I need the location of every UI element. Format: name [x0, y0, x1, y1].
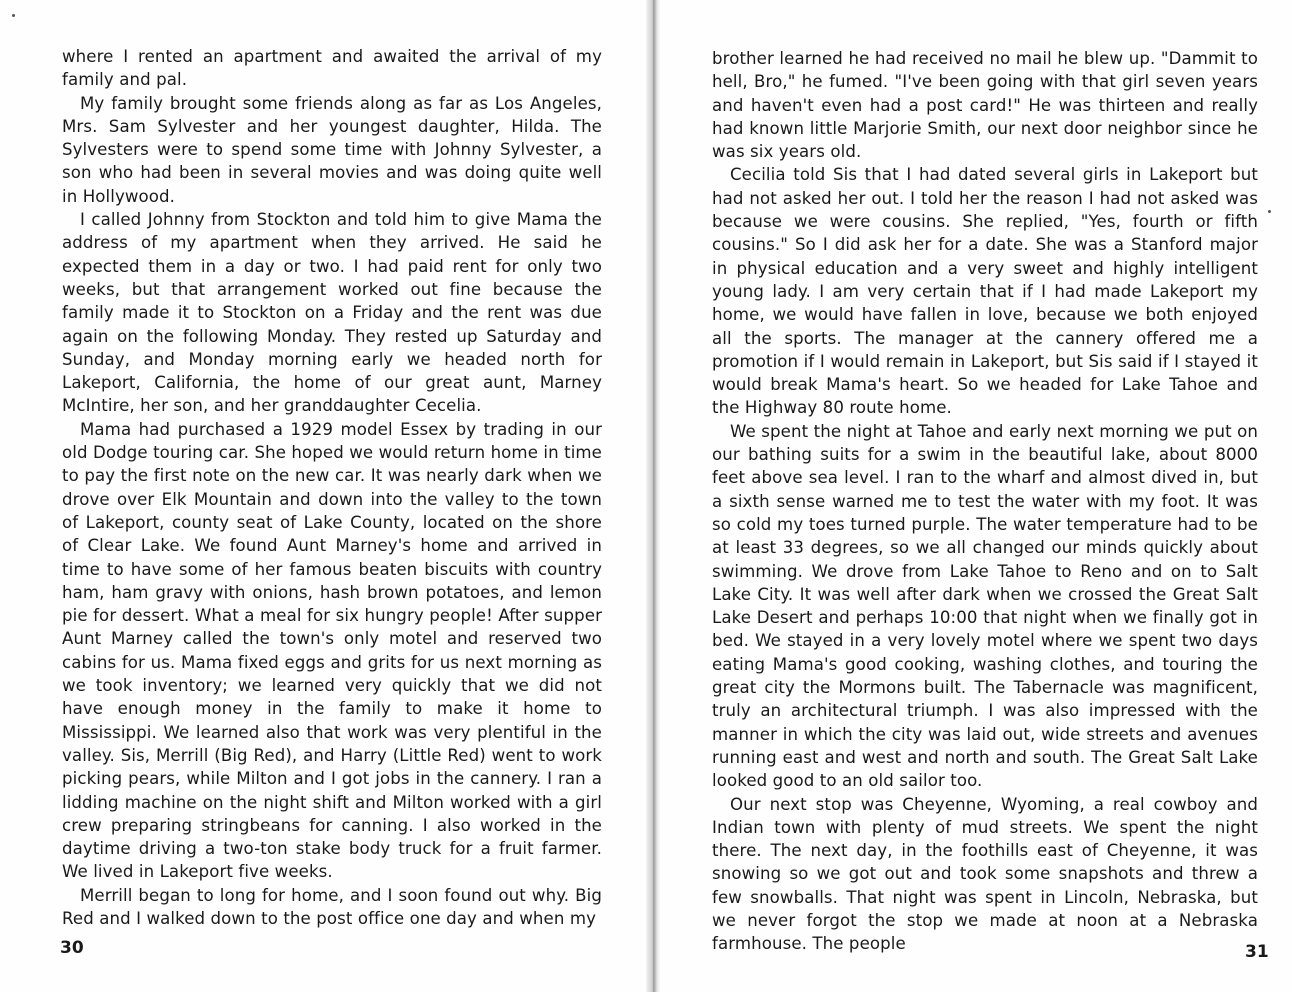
right-page — [660, 0, 1292, 992]
paragraph: I called Johnny from Stockton and told him to give Mama the address of my apartment when they arrived. He said he expected them in a day or two. I had paid rent for only two weeks, but that arrangement worked out fine because the family made it to Stockton on a Friday and the rent was due again on the following Monday. They rested up Saturday and Sunday, and Monday morning early we headed north for Lakeport, California, the home of our great aunt, Marney McIntire, her son, and her granddaughter Cecelia. — [62, 210, 602, 416]
book-gutter — [646, 0, 660, 992]
paragraph: Mama had purchased a 1929 model Essex by trading in our old Dodge touring car. She hoped we would return home in time to pay the first note on the new car. It was nearly dark when we drove over Elk Mountain and down into the valley to the town of Lakeport, county seat of Lake County, located on the shore of Clear Lake. We found Aunt Marney's home and arrived in time to have some of her famous beaten biscuits with country ham, ham gravy with onions, hash brown potatoes, and lemon pie for dessert. What a meal for six hungry people! After supper Aunt Marney called the town's only motel and reserved two cabins for us. Mama fixed eggs and grits for us next morning as we took inventory; we learned very quickly that we did not have enough money in the family to make it home to Mississippi. We learned also that work was very plentiful in the valley. Sis, Merrill (Big Red), and Harry (Little Red) went to work picking pears, while Milton and I got jobs in the cannery. I ran a lidding machine on the night shift and Milton worked with a girl crew preparing stringbeans for canning. I also worked in the daytime driving a two-ton stake body truck for a fruit farmer. We lived in Lakeport five weeks. — [62, 419, 602, 882]
paragraph: brother learned he had received no mail he blew up. "Dammit to hell, Bro," he fumed. "I've been going with that girl seven years and haven't even had a post card!" He was thirteen and really had known little Marjorie Smith, our next door neighbor since he was six years old. — [712, 49, 1258, 162]
right-page-text — [712, 47, 1258, 956]
paragraph: My family brought some friends along as far as Los Angeles, Mrs. Sam Sylvester and her youngest daughter, Hilda. The Sylvesters were to spend some time with Johnny Sylvester, a son who had been in several movies and was doing quite well in Hollywood. — [62, 93, 602, 206]
paragraph: where I rented an apartment and awaited the arrival of my family and pal. — [62, 47, 602, 90]
paragraph: Cecilia told Sis that I had dated several girls in Lakeport but had not asked her out. I told her the reason I had not asked was because we were cousins. She replied, "Yes, fourth or fifth cousins." So I did ask her for a date. She was a Stanford major in physical education and a very sweet and highly intelligent young lady. I am very certain that if I had made Lakeport my home, we would have fallen in love, because we both enjoyed all the sports. The manager at the cannery offered me a promotion if I would remain in Lakeport, but Sis said if I stayed it would break Mama's heart. So we headed for Lake Tahoe and the Highway 80 route home. — [712, 165, 1258, 418]
paragraph: Merrill began to long for home, and I soon found out why. Big Red and I walked down to the post office one day and when my — [62, 885, 602, 928]
scan-speck — [1268, 210, 1271, 213]
left-page-text — [62, 45, 602, 930]
page-number-right: 31 — [1245, 942, 1269, 962]
scan-speck — [12, 14, 15, 17]
paragraph: We spent the night at Tahoe and early next morning we put on our bathing suits for a swim in the beautiful lake, about 8000 feet above sea level. I ran to the wharf and almost dived in, but a sixth sense warned me to test the water with my foot. It was so cold my toes turned purple. The water temperature had to be at least 33 degrees, so we all changed our minds quickly about swimming. We drove from Lake Tahoe to Reno and on to Salt Lake City. It was well after dark when we crossed the Great Salt Lake Desert and perhaps 10:00 that night when we finally got in bed. We stayed in a very lovely motel where we spent two days eating Mama's good cooking, washing clothes, and touring the great city the Mormons built. The Tabernacle was magnificent, truly an architectural triumph. I was also impressed with the manner in which the city was laid out, wide streets and avenues running east and west and north and south. The Great Salt Lake looked good to an old sailor too. — [712, 421, 1258, 791]
page-number-left: 30 — [60, 938, 84, 958]
paragraph: Our next stop was Cheyenne, Wyoming, a real cowboy and Indian town with plenty of mud streets. We spent the night there. The next day, in the foothills east of Cheyenne, it was snowing so we got out and took some snapshots and threw a few snowballs. That night was spent in Lincoln, Nebraska, but we never forgot the stop we made at noon at a Nebraska farmhouse. The people — [712, 794, 1258, 954]
